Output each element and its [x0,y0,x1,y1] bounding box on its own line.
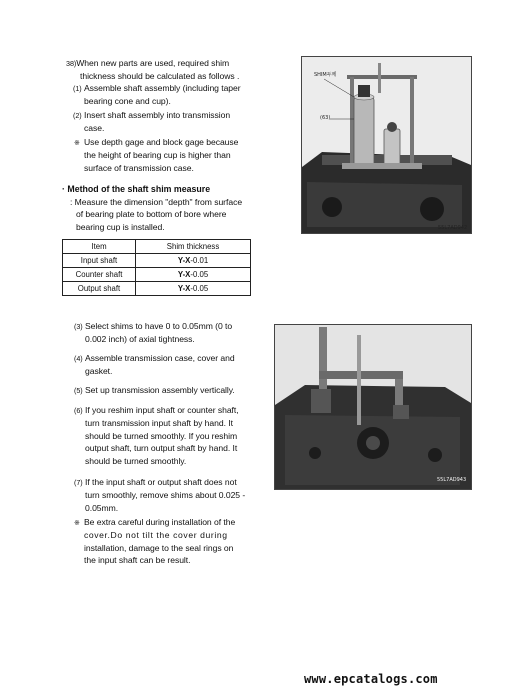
shim-measurement-illustration [302,57,471,233]
step-6-line-4: output shaft, turn output shaft by hand. It [85,443,238,454]
table-cell-shim [136,254,251,268]
table-header-shim: Shim thickness [136,240,251,254]
table-header-item: Item [63,240,136,254]
step-4 [74,352,235,378]
figure-transmission-photo [274,324,472,490]
step-3-line-2: 0.002 inch) of axial tightness. [85,334,195,345]
table-row [63,268,251,282]
step-6-line-5: should be turned smoothly. [85,455,187,466]
table-header-row [63,240,251,254]
label-63: (63) [320,115,331,121]
note-1-line-2: the height of bearing cup is higher than [84,150,231,161]
note-2-line-1: Be extra careful during installation of the [84,517,236,527]
step-6-line-1: If you reshim input shaft or counter shaft, [85,405,239,415]
step-6 [74,404,239,467]
step-38-line-1: When new parts are used, required shim [76,58,230,68]
note-1-line-1: Use depth gage and block gage because [84,137,239,147]
step-2-number: (2) [73,111,82,120]
shim-table [62,239,251,296]
figure-2-code: 55L7AD943 [437,477,467,483]
step-1-number: (1) [73,84,82,93]
table-cell-value: -0.01 [190,256,209,265]
step-3-line-1: Select shims to have 0 to 0.05mm (0 to [85,321,233,331]
table-cell-value: -0.05 [190,284,209,293]
method-line-1: : Measure the dimension "depth" from surface [70,197,243,207]
table-cell-shim [136,282,251,296]
step-7-number: (7) [74,478,83,487]
method-heading: · Method of the shaft shim measure [62,184,211,194]
table-row [63,254,251,268]
step-1-line-1: Assemble shaft assembly (including taper [84,83,241,93]
step-3-number: (3) [74,322,83,331]
table-cell-formula: Y-X [177,256,191,265]
step-6-line-2: turn transmission input shaft by hand. It [85,418,233,429]
step-2 [73,109,230,135]
step-1 [73,82,241,108]
step-5 [74,384,235,397]
transmission-illustration [275,325,471,489]
step-5-line-1: Set up transmission assembly vertically. [85,385,235,395]
step-7-line-3: 0.05mm. [85,502,119,513]
table-row [63,282,251,296]
step-38-number: 38) [66,59,77,68]
table-cell-shim [136,268,251,282]
note-2-mark: ※ [74,518,80,527]
note-1-mark: ※ [74,138,80,147]
step-38-line-2: thickness should be calculated as follows . [80,71,240,82]
step-2-line-2: case. [84,123,105,134]
step-2-line-1: Insert shaft assembly into transmission [84,110,231,120]
step-3 [74,320,232,346]
step-7-line-1: If the input shaft or output shaft does not [85,477,237,487]
figure-1-code: 55L7AD942 [438,225,468,231]
note-2 [74,516,235,567]
step-7 [74,476,245,514]
step-38 [66,57,239,83]
step-4-line-1: Assemble transmission case, cover and [85,353,235,363]
step-5-number: (5) [74,386,83,395]
step-4-number: (4) [74,354,83,363]
note-1-line-3: surface of transmission case. [84,162,194,173]
note-1 [74,136,238,174]
step-1-line-2: bearing cone and cup). [84,96,171,107]
step-4-line-2: gasket. [85,366,113,377]
figure-shim-measurement-photo [301,56,472,234]
note-2-line-2: cover.Do not tilt the cover during [84,530,228,541]
step-6-line-3: should be turned smoothly. If you reshim [85,430,238,441]
table-cell-formula: Y-X [177,284,191,293]
table-cell-item: Input shaft [63,254,136,268]
step-7-line-2: turn smoothly, remove shims about 0.025 - [85,490,246,501]
step-6-number: (6) [74,406,83,415]
method-text [70,196,242,233]
note-2-line-3: installation, damage to the seal rings on [84,542,234,553]
footer-website: www.epcatalogs.com [304,672,438,686]
table-cell-item: Output shaft [63,282,136,296]
method-line-2: of bearing plate to bottom of bore where [76,209,227,220]
table-cell-formula: Y-X [177,270,191,279]
table-cell-item: Counter shaft [63,268,136,282]
table-cell-value: -0.05 [190,270,209,279]
note-2-line-4: the input shaft can be result. [84,555,191,566]
method-line-3: bearing cup is installed. [76,221,165,232]
label-shim: SHIM두께 [314,72,337,78]
